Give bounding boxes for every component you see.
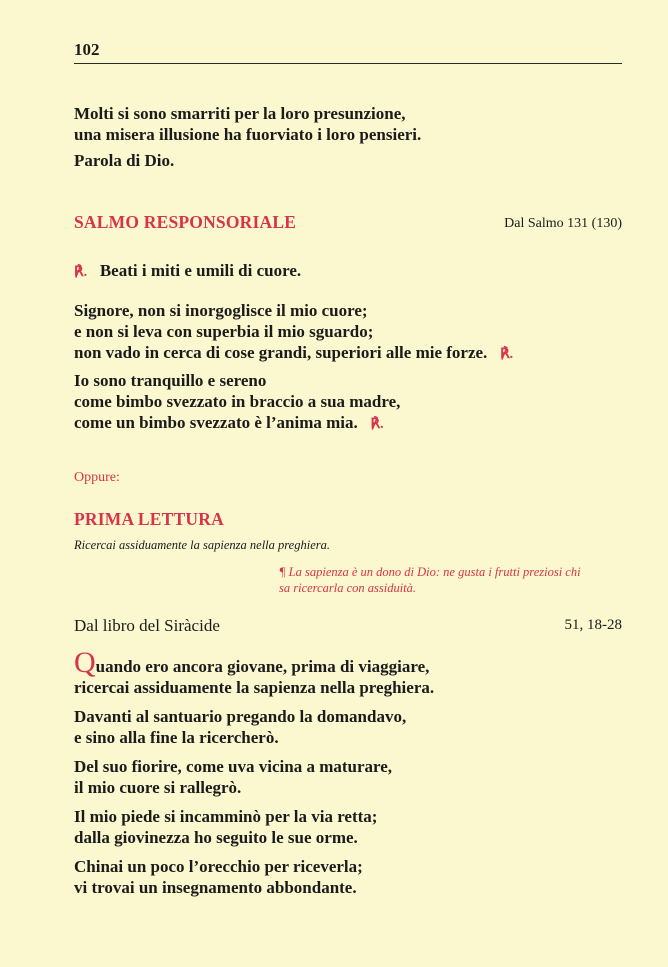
psalm-stanza-2 (74, 370, 634, 435)
reading-stanza-4 (74, 806, 634, 848)
verse-line: e non si leva con superbia il mio sguardo; (74, 322, 374, 341)
drop-cap: Q (74, 646, 96, 679)
verse-line: Io sono tranquillo e sereno (74, 371, 267, 390)
note-symbol: ¶ (279, 565, 286, 579)
response-symbol: ℟. (74, 265, 88, 280)
closing-formula: Parola di Dio. (74, 151, 175, 170)
verse-line: Molti si sono smarriti per la loro presunzione, (74, 104, 406, 123)
verse-line: Il mio piede si incamminò per la via retta; (74, 807, 378, 826)
verse-line: il mio cuore si rallegrò. (74, 778, 242, 797)
verse-line: dalla giovinezza ho seguito le sue orme. (74, 828, 358, 847)
verse-line: vi trovai un insegnamento abbondante. (74, 878, 357, 897)
reading-subtitle: Ricercai assiduamente la sapienza nella preghiera. (74, 538, 330, 552)
reading-stanza-1 (74, 646, 634, 698)
reading-stanza-2 (74, 706, 634, 748)
reading-note (279, 564, 629, 596)
page-number: 102 (74, 40, 100, 59)
response-text: Beati i miti e umili di cuore. (99, 261, 302, 280)
alternative-label: Oppure: (74, 470, 120, 485)
psalm-response (74, 260, 634, 283)
psalm-stanza-1 (74, 300, 634, 365)
intro-verses (74, 103, 634, 145)
verse-line: uando ero ancora giovane, prima di viaggiare, (95, 657, 430, 676)
header-rule (74, 63, 622, 64)
reading-stanza-5 (74, 856, 634, 898)
reading-source: Dal libro del Siràcide (74, 616, 220, 635)
note-line: sa ricercarla con assiduità. (279, 581, 417, 595)
verse-line: e sino alla fine la ricercherò. (74, 728, 279, 747)
note-line: La sapienza è un dono di Dio: ne gusta i frutti preziosi chi (288, 565, 581, 579)
reading-source-ref: 51, 18-28 (564, 617, 622, 633)
verse-line: come un bimbo svezzato è l’anima mia. (74, 413, 358, 432)
psalm-reference: Dal Salmo 131 (130) (504, 216, 622, 231)
verse-line: come bimbo svezzato in braccio a sua madre, (74, 392, 401, 411)
response-symbol: ℟. (500, 347, 514, 362)
verse-line: ricercai assiduamente la sapienza nella preghiera. (74, 678, 435, 697)
reading-stanza-3 (74, 756, 634, 798)
reading-title: PRIMA LETTURA (74, 509, 224, 529)
verse-line: Del suo fiorire, come uva vicina a maturare, (74, 757, 393, 776)
verse-line: una misera illusione ha fuorviato i loro pensieri. (74, 125, 422, 144)
verse-line: non vado in cerca di cose grandi, superiori alle mie forze. (74, 343, 488, 362)
verse-line: Davanti al santuario pregando la domandavo, (74, 707, 407, 726)
verse-line: Chinai un poco l’orecchio per riceverla; (74, 857, 363, 876)
response-symbol: ℟. (370, 417, 384, 432)
verse-line: Signore, non si inorgoglisce il mio cuore; (74, 301, 368, 320)
psalm-title: SALMO RESPONSORIALE (74, 212, 297, 232)
